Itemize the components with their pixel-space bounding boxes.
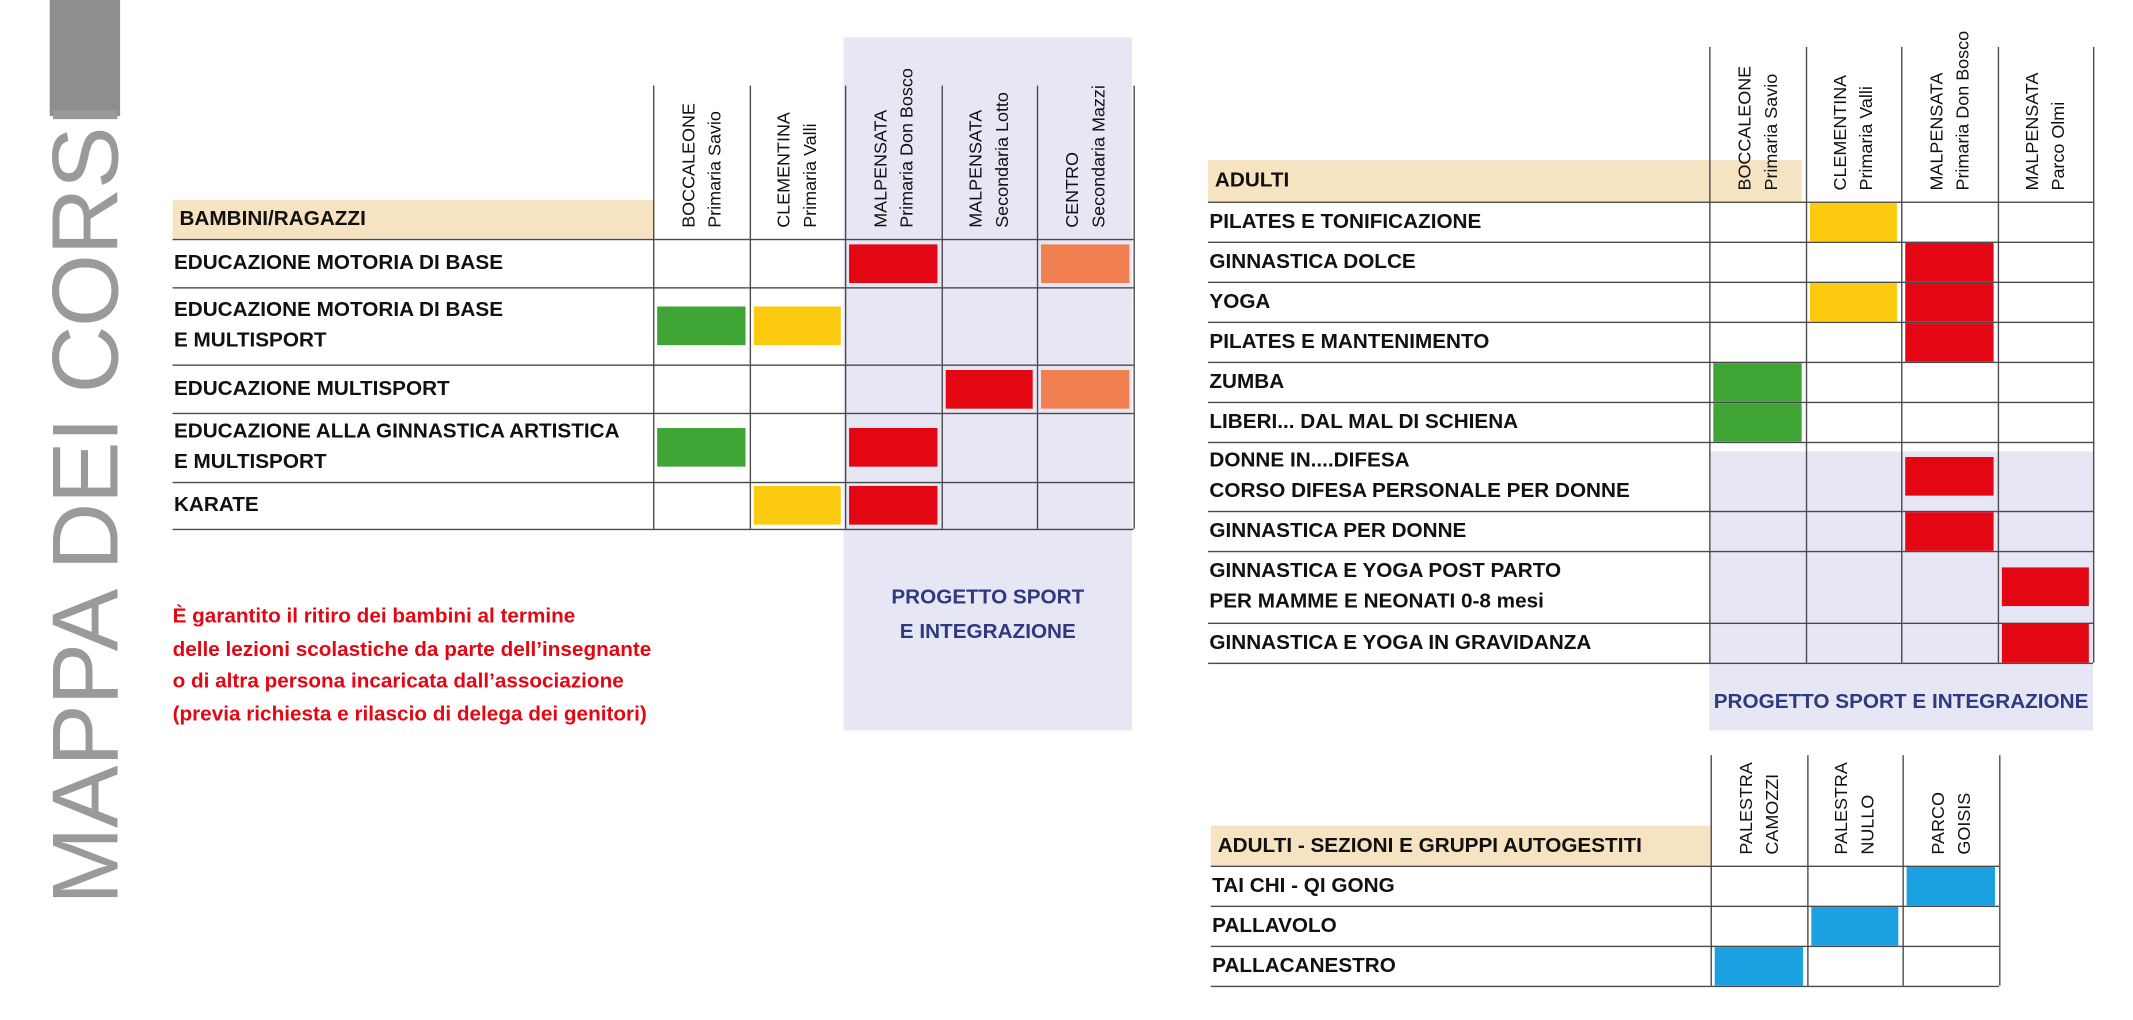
column-venue: Primaria Don Bosco — [1951, 30, 1973, 191]
kids-mark-green — [657, 306, 745, 345]
adults-mark-green — [1713, 362, 1801, 401]
kids-column-header-text — [771, 112, 823, 228]
groups-row-divider — [1211, 986, 1999, 987]
adults-row-label: GINNASTICA PER DONNE — [1209, 518, 1467, 542]
kids-mark-green — [657, 428, 745, 467]
kids-mark-orange — [1041, 244, 1129, 283]
adults-header-band — [1208, 160, 1802, 201]
column-location: BOCCALEONE — [677, 103, 699, 228]
groups-column-header-text — [1732, 762, 1784, 854]
column-venue: Primaria Valli — [1855, 86, 1877, 191]
pickup-note — [173, 601, 652, 731]
kids-row-label: EDUCAZIONE MULTISPORT — [173, 376, 450, 400]
adults-row-divider — [1208, 402, 2093, 403]
column-location: MALPENSATA — [869, 109, 891, 228]
column-venue: Primaria Don Bosco — [895, 68, 917, 228]
kids-mark-yellow — [753, 306, 841, 345]
column-venue: CAMOZZI — [1761, 773, 1783, 855]
adults-mark-yellow — [1809, 202, 1897, 241]
kids-mark-yellow — [753, 486, 841, 525]
adults-row-divider — [1208, 551, 2093, 552]
groups-mark-blue — [1715, 946, 1803, 985]
kids-column-divider — [941, 86, 942, 529]
adults-row-label: GINNASTICA E YOGA IN GRAVIDANZA — [1209, 630, 1592, 654]
adults-mark-green — [1713, 402, 1801, 441]
groups-column-divider — [1902, 755, 1903, 986]
kids-column-header-text — [867, 68, 919, 228]
column-location: BOCCALEONE — [1733, 65, 1755, 191]
kids-column-header-text — [963, 92, 1015, 228]
adults-row-label: LIBERI... DAL MAL DI SCHIENA — [1209, 409, 1519, 433]
column-location: MALPENSATA — [2021, 72, 2043, 191]
column-venue: Primaria Savio — [1759, 73, 1781, 191]
adults-mark-red — [1905, 457, 1993, 496]
adults-row-label: GINNASTICA E YOGA POST PARTO PER MAMME E NEONATI 0-8 mesi — [1209, 559, 1562, 613]
note-line-1: È garantito il ritiro dei bambini al termine — [172, 604, 576, 629]
adults-row-label: PILATES E MANTENIMENTO — [1209, 329, 1490, 353]
kids-row-divider — [173, 287, 1133, 288]
adults-header: ADULTI — [1214, 168, 1290, 192]
adults-mark-red — [2001, 623, 2089, 662]
adults-column-divider — [1709, 47, 1710, 663]
column-venue: Secondaria Mazzi — [1087, 85, 1109, 228]
kids-column-header-text — [675, 103, 727, 228]
adults-row-label: GINNASTICA DOLCE — [1209, 249, 1416, 273]
column-venue: Parco Olmi — [2047, 101, 2069, 191]
kids-row-label: KARATE — [173, 492, 259, 517]
adults-row-label: YOGA — [1209, 289, 1271, 313]
column-location: CLEMENTINA — [773, 112, 795, 228]
kids-column-divider — [749, 86, 750, 529]
adults-column-header-text — [1827, 75, 1879, 191]
groups-row-divider — [1211, 866, 1999, 867]
kids-row-divider — [173, 529, 1133, 530]
adults-mark-red — [1905, 242, 1993, 281]
note-line-3: o di altra persona incaricata dall’associazione — [172, 669, 624, 694]
groups-row-divider — [1211, 946, 1999, 947]
kids-column-header-text — [1059, 85, 1111, 228]
column-location: CLEMENTINA — [1829, 74, 1851, 191]
adults-row-label: PILATES E TONIFICAZIONE — [1209, 209, 1482, 233]
column-venue: GOISIS — [1953, 792, 1974, 855]
adults-row-divider — [1208, 623, 2093, 624]
column-location: PALESTRA — [1831, 762, 1852, 855]
groups-row-label: PALLACANESTRO — [1212, 953, 1396, 977]
adults-row-label: DONNE IN....DIFESA CORSO DIFESA PERSONALE PER DONNE — [1209, 448, 1630, 503]
adults-row-divider — [1208, 362, 2093, 363]
column-location: CENTRO — [1061, 152, 1083, 228]
kids-header: BAMBINI/RAGAZZI — [179, 207, 366, 231]
sidebar-gray-block — [50, 0, 120, 116]
adults-column-divider — [1997, 47, 1998, 663]
column-venue: Primaria Savio — [703, 111, 725, 228]
kids-row-divider — [173, 364, 1133, 365]
project-label-line-1: PROGETTO SPORT — [891, 585, 1085, 609]
groups-row-label: TAI CHI - QI GONG — [1212, 873, 1395, 897]
column-venue: NULLO — [1857, 794, 1878, 855]
column-location: PARCO — [1926, 792, 1948, 855]
column-location: MALPENSATA — [1925, 72, 1947, 191]
adults-mark-red — [1905, 322, 1993, 361]
groups-column-header-text — [1924, 792, 1976, 854]
kids-row-divider — [173, 239, 1133, 240]
page-title: MAPPA DEI CORSI — [33, 103, 139, 905]
kids-column-divider — [653, 86, 654, 529]
kids-project-label — [844, 580, 1133, 649]
project-label-line-2: E INTEGRAZIONE — [899, 619, 1076, 644]
adults-mark-yellow — [1809, 282, 1897, 321]
column-venue: Primaria Valli — [799, 123, 821, 228]
column-location: MALPENSATA — [965, 109, 987, 228]
note-line-4: (previa richiesta e rilascio di delega dei genitori) — [172, 702, 647, 726]
kids-row-divider — [173, 482, 1133, 483]
column-venue: Secondaria Lotto — [991, 92, 1013, 228]
groups-row-label: PALLAVOLO — [1212, 913, 1337, 937]
kids-column-divider — [1037, 86, 1038, 529]
kids-column-divider — [1133, 86, 1134, 529]
adults-column-divider — [1901, 47, 1902, 663]
groups-column-divider — [1998, 755, 1999, 986]
kids-mark-red — [849, 486, 937, 525]
groups-header: ADULTI - SEZIONI E GRUPPI AUTOGESTITI — [1217, 833, 1642, 857]
kids-mark-red — [849, 244, 937, 283]
kids-row-label: EDUCAZIONE ALLA GINNASTICA ARTISTICA E MULTISPORT — [173, 419, 620, 474]
adults-mark-red — [1905, 512, 1993, 551]
groups-mark-blue — [1811, 906, 1899, 945]
groups-mark-blue — [1907, 866, 1995, 905]
kids-mark-red — [849, 428, 937, 467]
kids-mark-orange — [1041, 369, 1129, 408]
adults-column-header-text — [1923, 31, 1975, 191]
kids-column-divider — [845, 86, 846, 529]
adults-project-label: PROGETTO SPORT E INTEGRAZIONE — [1713, 690, 2089, 714]
kids-mark-red — [945, 369, 1033, 408]
note-line-2: delle lezioni scolastiche da parte dell’insegnante — [172, 637, 652, 661]
adults-row-label: ZUMBA — [1209, 369, 1285, 393]
groups-column-divider — [1711, 755, 1712, 986]
column-location: PALESTRA — [1735, 762, 1756, 855]
adults-row-divider — [1208, 442, 2093, 443]
kids-row-divider — [173, 413, 1133, 414]
groups-column-header-text — [1828, 762, 1880, 854]
adults-column-header-text — [2019, 73, 2071, 191]
kids-row-label: EDUCAZIONE MOTORIA DI BASE — [173, 250, 504, 275]
adults-column-divider — [2093, 47, 2094, 663]
kids-row-label: EDUCAZIONE MOTORIA DI BASE E MULTISPORT — [173, 298, 504, 353]
adults-column-header-text — [1731, 66, 1783, 191]
adults-mark-red — [1905, 282, 1993, 321]
adults-column-divider — [1805, 47, 1806, 663]
adults-row-divider — [1208, 202, 2093, 203]
adults-row-divider — [1208, 663, 2093, 664]
adults-mark-red — [2001, 567, 2089, 606]
groups-column-divider — [1807, 755, 1808, 986]
